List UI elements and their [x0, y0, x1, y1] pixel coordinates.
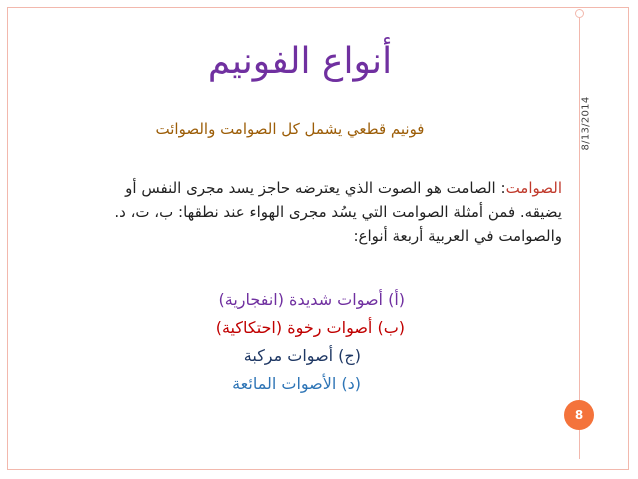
body-line-1-text: : الصامت هو الصوت الذي يعترضه حاجز يسد مجرى النفس أو	[125, 179, 506, 197]
list-item: (ج) أصوات مركبة	[243, 346, 361, 365]
list-item: (أ) أصوات شديدة (انفجارية)	[218, 290, 405, 309]
body-line-1	[28, 176, 562, 200]
list-item: (د) الأصوات المائعة	[232, 374, 361, 393]
slide-subtitle: فونيم قطعي يشمل كل الصوامت والصوائت	[155, 120, 425, 138]
body-text	[28, 176, 562, 248]
body-line-3: والصوامت في العربية أربعة أنواع:	[353, 227, 562, 245]
date-text: 8/13/2014	[580, 96, 592, 150]
term-consonants: الصوامت	[505, 179, 562, 197]
date-label	[575, 58, 597, 188]
page-number-badge	[564, 400, 594, 430]
list-item: (ب) أصوات رخوة (احتكاكية)	[215, 318, 405, 337]
consonant-types-list	[100, 288, 405, 400]
slide-title: أنواع الفونيم	[207, 41, 393, 82]
page-number: 8	[574, 408, 584, 422]
body-line-2: يضيقه. فمن أمثلة الصوامت التي يسُد مجرى الهواء عند نطقها: ب، ت، د.	[114, 203, 562, 221]
side-rail-dot	[575, 9, 584, 18]
